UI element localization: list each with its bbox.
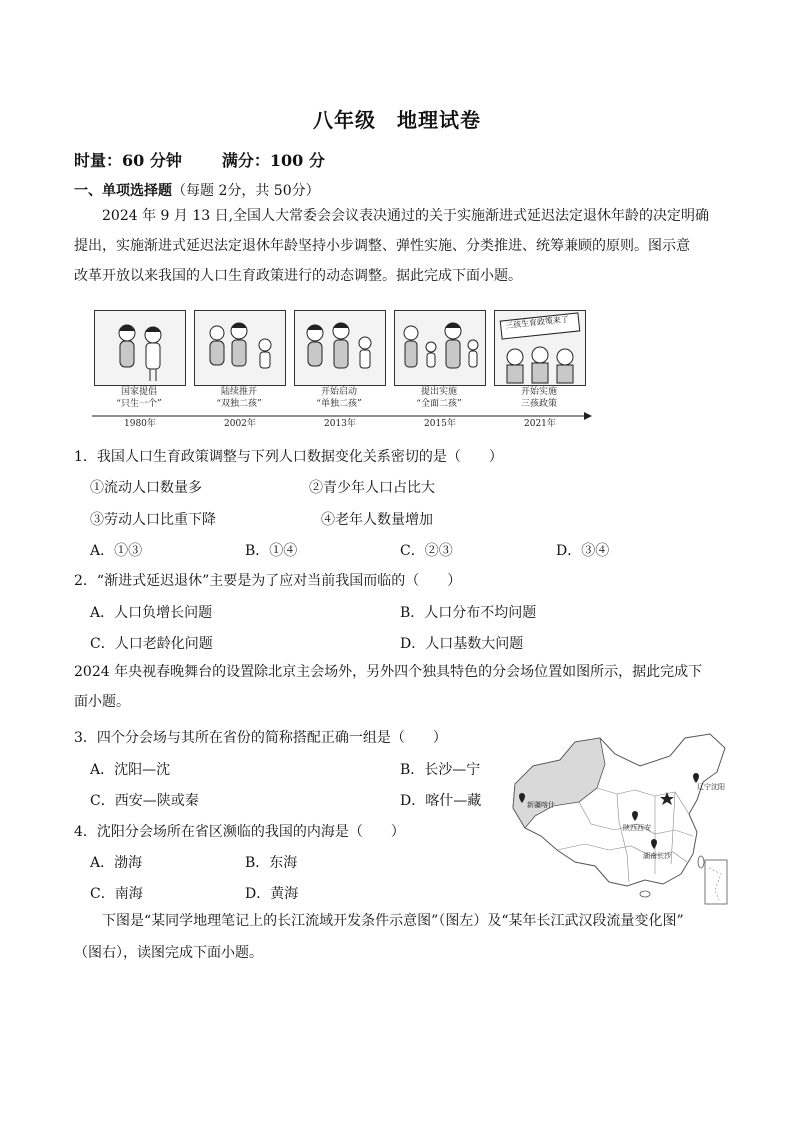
map-label-shenyang: 辽宁沈阳 bbox=[697, 783, 725, 791]
q2-option-c[interactable]: C．人口老龄化问题 bbox=[90, 636, 213, 652]
china-outline-map bbox=[505, 724, 730, 909]
q3-option-a[interactable]: A．沈阳—沈 bbox=[90, 762, 171, 778]
family-two-children-icon bbox=[195, 311, 285, 385]
map-label-kashi: 新疆喀什 bbox=[527, 801, 555, 809]
intro1-line1: 2024 年 9 月 13 日,全国人大常委会会议表决通过的关于实施渐进式延迟法定退休年龄的决定明确 bbox=[102, 208, 710, 224]
section-heading bbox=[74, 180, 320, 200]
timeline-panel-2013 bbox=[294, 310, 386, 386]
timeline-year-1980: 1980年 bbox=[124, 419, 156, 429]
intro1-line2: 提出，实施渐进式延迟法定退休年龄坚持小步调整、弹性实施、分类推进、统筹兼顾的原则。图示意 bbox=[74, 238, 690, 254]
intro2-line2: 面小题。 bbox=[74, 694, 130, 710]
intro1-line3: 改革开放以来我国的人口生育政策进行的动态调整。据此完成下面小题。 bbox=[74, 268, 522, 284]
timeline-panel-2002 bbox=[194, 310, 286, 386]
q2-option-b[interactable]: B．人口分布不均问题 bbox=[400, 605, 537, 621]
q4-option-a[interactable]: A．渤海 bbox=[90, 855, 143, 871]
timeline-panel-2015 bbox=[394, 310, 486, 386]
q1-option-d[interactable]: D．③④ bbox=[556, 543, 610, 559]
question-2-stem: 2．“渐进式延迟退休”主要是为了应对当前我国而临的（ ） bbox=[74, 573, 462, 589]
q1-option-a[interactable]: A．①③ bbox=[90, 543, 143, 559]
timeline-caption-2013: 开始启动 “单独二孩” bbox=[316, 387, 362, 409]
timeline-panel-2021 bbox=[494, 310, 586, 386]
intro3-line2: （图右），读图完成下面小题。 bbox=[74, 945, 263, 961]
q1-option-c[interactable]: C．②③ bbox=[400, 543, 453, 559]
q3-option-c[interactable]: C．西安—陕或秦 bbox=[90, 793, 199, 809]
section-note: （每题 2分，共 50分） bbox=[172, 183, 320, 199]
q1-item-4: ④老年人数量增加 bbox=[321, 512, 433, 528]
q1-option-b[interactable]: B．①④ bbox=[245, 543, 298, 559]
question-1-stem: 1．我国人口生育政策调整与下列人口数据变化关系密切的是（ ） bbox=[74, 449, 503, 465]
timeline-caption-2015: 提出实施 “全面二孩” bbox=[416, 387, 462, 409]
intro3-line1: 下图是“某同学地理笔记上的长江流域开发条件示意图”（图左）及“某年长江武汉段流量变化图” bbox=[102, 913, 684, 929]
family-parents-child-icon bbox=[295, 311, 385, 385]
page-title: 八年级 地理试卷 bbox=[313, 108, 481, 132]
question-3-stem: 3．四个分会场与其所在省份的简称搭配正确一组是（ ） bbox=[74, 730, 447, 746]
exam-time: 时量：60 分钟 bbox=[74, 151, 182, 170]
q3-option-d[interactable]: D．喀什—藏 bbox=[400, 793, 482, 809]
timeline-caption-2002: 陆续推开 “双独二孩” bbox=[216, 387, 262, 409]
exam-score: 满分：100 分 bbox=[221, 151, 325, 170]
timeline-panel-1980 bbox=[94, 310, 186, 386]
q2-option-d[interactable]: D．人口基数大问题 bbox=[400, 636, 524, 652]
timeline-caption-2021: 开始实施 三孩政策 bbox=[520, 387, 557, 409]
china-venue-map bbox=[505, 724, 730, 909]
map-label-xian: 陕西西安 bbox=[623, 824, 651, 832]
q4-option-d[interactable]: D．黄海 bbox=[245, 886, 299, 902]
q1-item-1: ①流动人口数量多 bbox=[90, 480, 202, 496]
intro2-line1: 2024 年央视春晚舞台的设置除北京主会场外，另外四个独具特色的分会场位置如图所示，据此完成下 bbox=[74, 664, 703, 680]
q1-item-2: ②青少年人口占比大 bbox=[309, 480, 435, 496]
q1-item-3: ③劳动人口比重下降 bbox=[90, 512, 216, 528]
timeline-year-2021: 2021年 bbox=[524, 419, 556, 429]
q3-option-b[interactable]: B．长沙—宁 bbox=[400, 762, 481, 778]
timeline-caption-1980: 国家提倡 “只生一个” bbox=[116, 387, 162, 409]
map-label-changsha: 湖南长沙 bbox=[643, 852, 671, 860]
q4-option-b[interactable]: B．东海 bbox=[245, 855, 298, 871]
timeline-year-2013: 2013年 bbox=[324, 419, 356, 429]
section-name: 一、单项选择题 bbox=[74, 183, 172, 199]
timeline-banner-text: 三孩生育政策来了 bbox=[504, 314, 570, 331]
exam-meta bbox=[74, 148, 325, 171]
q2-option-a[interactable]: A．人口负增长问题 bbox=[90, 605, 213, 621]
policy-timeline-figure bbox=[92, 308, 592, 430]
family-illustration-icon bbox=[95, 311, 185, 385]
q4-option-c[interactable]: C．南海 bbox=[90, 886, 143, 902]
question-4-stem: 4．沈阳分会场所在省区濒临的我国的内海是（ ） bbox=[74, 824, 405, 840]
timeline-year-2002: 2002年 bbox=[224, 419, 256, 429]
family-two-kids-icon bbox=[395, 311, 485, 385]
timeline-year-2015: 2015年 bbox=[424, 419, 456, 429]
